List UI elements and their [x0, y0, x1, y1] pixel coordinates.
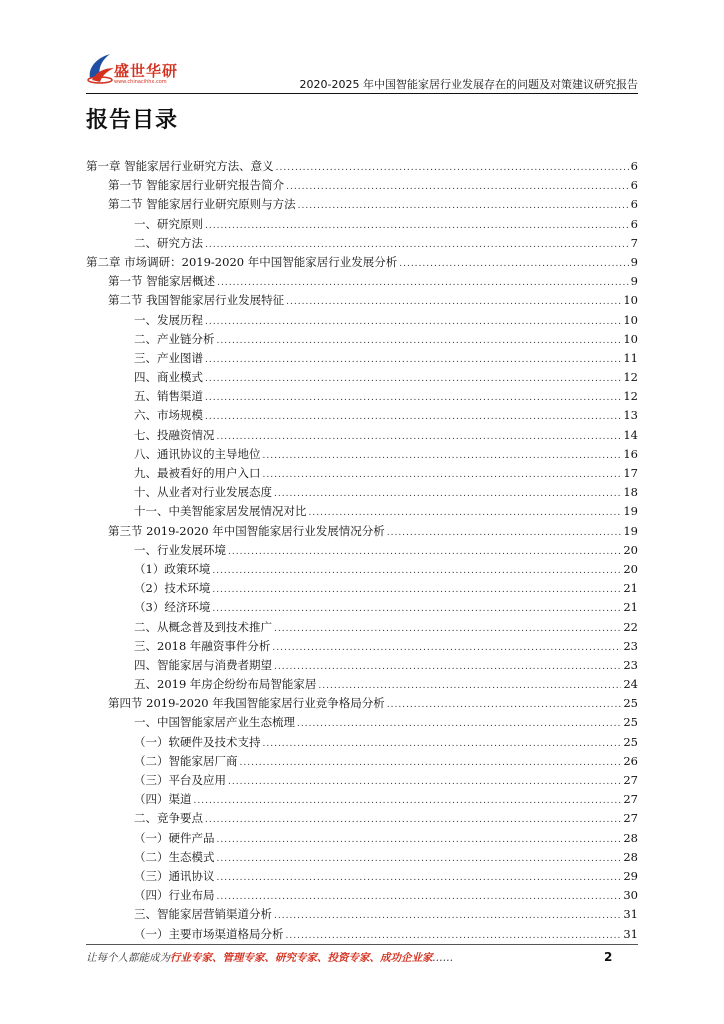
toc-entry-page: 25 [623, 715, 638, 730]
toc-entry[interactable] [86, 733, 638, 752]
toc-entry-title: 二、研究方法 [134, 235, 203, 250]
toc-entry-page: 9 [630, 254, 638, 269]
toc-entry-title: 二、竞争要点 [134, 811, 203, 826]
toc-entry[interactable] [86, 560, 638, 579]
toc-entry[interactable] [86, 234, 638, 253]
toc-entry-page: 11 [623, 350, 638, 365]
toc-entry[interactable] [86, 195, 638, 214]
toc-entry[interactable] [86, 867, 638, 886]
toc-entry[interactable] [86, 253, 638, 272]
footer-slogan [86, 950, 454, 965]
toc-entry-page: 6 [630, 216, 638, 231]
toc-entry[interactable] [86, 771, 638, 790]
toc-entry-title: （四）行业布局 [134, 888, 215, 903]
toc-entry-page: 7 [630, 235, 638, 250]
toc-entry-title: 一、中国智能家居产业生态梳理 [134, 715, 295, 730]
toc-entry[interactable] [86, 905, 638, 924]
toc-entry-title: 第二节 我国智能家居行业发展特征 [108, 293, 285, 308]
toc-entry-page: 31 [623, 926, 638, 941]
toc-entry[interactable] [86, 368, 638, 387]
toc-entry-title: 一、行业发展环境 [134, 542, 226, 557]
toc-entry[interactable] [86, 176, 638, 195]
header-divider [86, 93, 638, 94]
toc-entry-page: 23 [623, 657, 638, 672]
toc-entry-title: 第二节 智能家居行业研究原则与方法 [108, 197, 296, 212]
toc-entry-title: （二）智能家居厂商 [134, 753, 238, 768]
toc-entry-page: 10 [623, 312, 638, 327]
toc-entry-page: 6 [630, 197, 638, 212]
toc-entry-page: 21 [623, 600, 638, 615]
toc-entry[interactable] [86, 618, 638, 637]
toc-entry-title: 九、最被看好的用户入口 [134, 466, 261, 480]
toc-entry-page: 27 [623, 773, 638, 787]
toc-entry-title: 十、从业者对行业发展态度 [134, 485, 272, 500]
toc-entry-title: （3）经济环境 [134, 600, 211, 615]
toc-entry[interactable] [86, 272, 638, 291]
toc-entry-page: 24 [623, 677, 638, 692]
toc-entry-page: 13 [623, 408, 638, 423]
footer-prefix: 让每个人都能成为 [86, 952, 170, 964]
toc-entry-title: （一）主要市场渠道格局分析 [134, 926, 284, 941]
toc-entry-page: 27 [623, 811, 638, 826]
toc-entry[interactable] [86, 483, 638, 502]
toc-entry-title: 三、产业图谱 [134, 350, 203, 365]
logo-text: 盛世华研 [114, 62, 179, 80]
toc-entry-title: 第四节 2019-2020 年我国智能家居行业竞争格局分析 [108, 696, 385, 711]
toc-entry[interactable] [86, 291, 638, 310]
toc-entry-title: 四、智能家居与消费者期望 [134, 657, 272, 672]
toc-entry[interactable] [86, 349, 638, 368]
toc-entry[interactable] [86, 656, 638, 675]
toc-entry-title: 五、销售渠道 [134, 389, 203, 404]
toc-entry[interactable] [86, 694, 638, 713]
footer-highlight: 行业专家、管理专家、研究专家、投资专家、成功企业家 [170, 952, 433, 964]
toc-entry-page: 28 [623, 830, 638, 845]
report-title: 2020-2025 年中国智能家居行业发展存在的问题及对策建议研究报告 [299, 78, 638, 91]
toc-entry-title: 二、从概念普及到技术推广 [134, 619, 272, 634]
footer-suffix: …… [432, 952, 454, 964]
toc-entry[interactable] [86, 464, 638, 483]
toc-entry-title: （二）生态模式 [134, 849, 215, 864]
toc-entry-title: （2）技术环境 [134, 581, 211, 596]
toc-entry-title: 七、投融资情况 [134, 427, 215, 442]
toc-entry-page: 25 [623, 734, 638, 749]
toc-entry[interactable] [86, 790, 638, 809]
toc-entry[interactable] [86, 829, 638, 848]
toc-entry[interactable] [86, 330, 638, 349]
toc-entry-page: 27 [623, 792, 638, 807]
toc-entry-page: 22 [623, 619, 638, 634]
toc-entry-page: 23 [623, 638, 638, 653]
toc-entry-page: 16 [623, 446, 638, 461]
toc-entry[interactable] [86, 445, 638, 464]
toc-entry-page: 25 [623, 696, 638, 711]
toc-entry-page: 18 [623, 485, 638, 500]
toc-entry-page: 20 [623, 561, 638, 576]
logo-emblem-icon [86, 46, 116, 86]
toc-entry[interactable] [86, 675, 638, 694]
toc-entry-page: 12 [623, 389, 638, 404]
toc-entry-page: 6 [630, 178, 638, 193]
toc-entry-title: （一）硬件产品 [134, 830, 215, 845]
toc-entry-title: 第二章 市场调研：2019-2020 年中国智能家居行业发展分析 [86, 254, 398, 269]
toc-entry-title: 第三节 2019-2020 年中国智能家居行业发展情况分析 [108, 523, 385, 538]
toc-entry-title: （三）平台及应用 [134, 773, 226, 787]
toc-entry-page: 9 [630, 274, 638, 289]
toc-entry-page: 17 [623, 466, 638, 480]
toc-entry-title: （1）政策环境 [134, 561, 211, 576]
toc-entry-page: 20 [623, 542, 638, 557]
toc-entry-page: 19 [623, 523, 638, 538]
footer-divider [86, 944, 638, 945]
toc-entry-page: 26 [623, 753, 638, 768]
toc-entry[interactable] [86, 637, 638, 656]
toc-entry[interactable] [86, 387, 638, 406]
toc-entry[interactable] [86, 157, 638, 176]
toc-entry[interactable] [86, 886, 638, 905]
toc-entry-title: （三）通讯协议 [134, 868, 215, 883]
toc-entry-title: 三、智能家居营销渠道分析 [134, 907, 272, 922]
table-of-contents [86, 157, 638, 944]
toc-entry-page: 10 [623, 293, 638, 308]
toc-entry-title: 十一、中美智能家居发展情况对比 [134, 504, 307, 519]
toc-entry-title: 二、产业链分析 [134, 331, 215, 346]
toc-entry-title: 八、通讯协议的主导地位 [134, 446, 261, 461]
toc-entry-title: 三、2018 年融资事件分析 [134, 638, 271, 653]
toc-entry-title: 第一节 智能家居行业研究报告简介 [108, 178, 285, 193]
toc-entry-title: （四）渠道 [134, 792, 192, 807]
toc-entry-page: 29 [623, 868, 638, 883]
toc-entry-page: 31 [623, 907, 638, 922]
toc-entry[interactable] [86, 809, 638, 828]
logo-url: www.chinacihhx.com [114, 79, 167, 85]
toc-entry-page: 6 [630, 159, 638, 173]
toc-entry-title: 五、2019 年房企纷纷布局智能家居 [134, 677, 317, 692]
toc-entry[interactable] [86, 426, 638, 445]
toc-entry[interactable] [86, 541, 638, 560]
toc-entry[interactable] [86, 579, 638, 598]
toc-entry-title: 六、市场规模 [134, 408, 203, 423]
toc-entry-page: 28 [623, 849, 638, 864]
toc-entry[interactable] [86, 406, 638, 425]
toc-dot-leader [286, 927, 622, 946]
toc-entry[interactable] [86, 848, 638, 867]
toc-entry-title: 四、商业模式 [134, 370, 203, 385]
toc-entry-title: 一、发展历程 [134, 312, 203, 327]
toc-entry[interactable] [86, 311, 638, 330]
toc-entry-title: 第一章 智能家居行业研究方法、意义 [86, 159, 274, 173]
toc-entry[interactable] [86, 215, 638, 234]
toc-entry-title: （一）软硬件及技术支持 [134, 734, 261, 749]
toc-entry[interactable] [86, 752, 638, 771]
toc-entry-page: 30 [623, 888, 638, 903]
toc-entry[interactable] [86, 925, 638, 944]
toc-entry[interactable] [86, 522, 638, 541]
page-number: 2 [604, 950, 613, 964]
company-logo [86, 44, 206, 88]
toc-entry-page: 14 [623, 427, 638, 442]
toc-entry-page: 10 [623, 331, 638, 346]
toc-entry[interactable] [86, 502, 638, 521]
toc-entry-title: 一、研究原则 [134, 216, 203, 231]
toc-entry-page: 12 [623, 370, 638, 385]
toc-entry[interactable] [86, 713, 638, 732]
toc-entry-page: 19 [623, 504, 638, 519]
page-header [86, 44, 638, 94]
page-title: 报告目录 [86, 108, 179, 133]
toc-entry-title: 第一节 智能家居概述 [108, 274, 216, 289]
toc-entry[interactable] [86, 598, 638, 617]
toc-entry-page: 21 [623, 581, 638, 596]
